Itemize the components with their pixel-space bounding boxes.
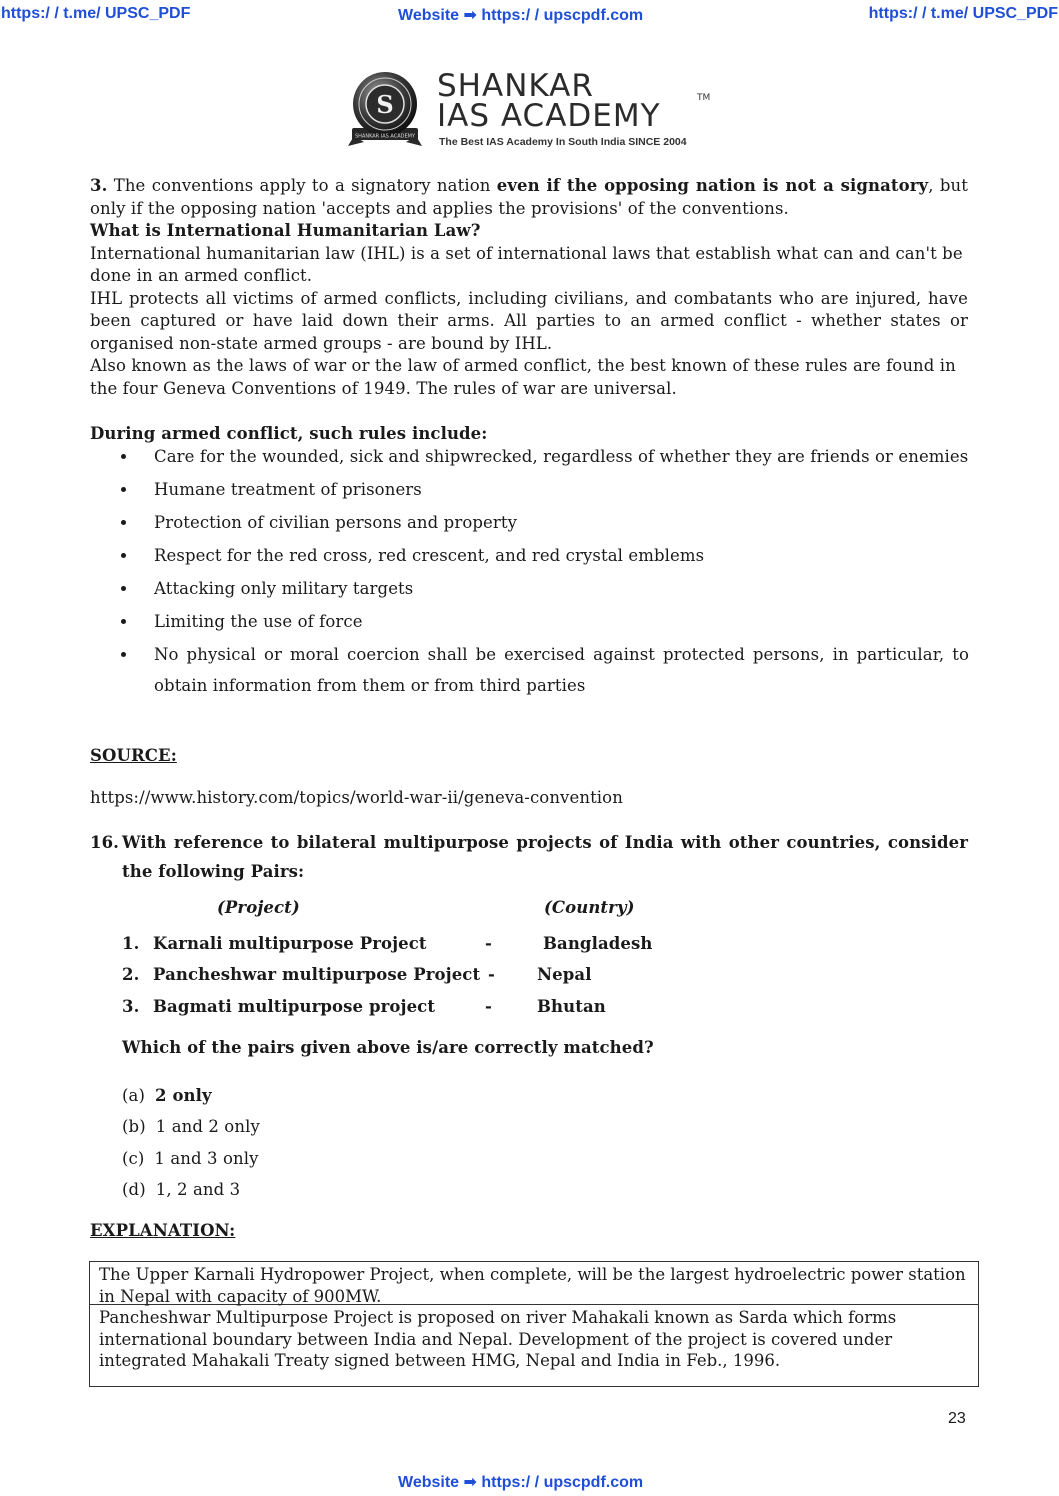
- explanation-row-1: The Upper Karnali Hydropower Project, when complete, will be the largest hydroelectric power station in Nepal with capacity of 900MW.: [90, 1262, 978, 1305]
- bullet-icon: [121, 586, 126, 591]
- footer-website-link[interactable]: Website ➡ https:/ / upscpdf.com: [398, 1474, 644, 1491]
- trademark-mark: TM: [697, 93, 711, 103]
- list-item: Care for the wounded, sick and shipwrecked, regardless of whether they are friends or enemies: [90, 441, 969, 472]
- bullet-icon: [121, 652, 126, 657]
- bullet-icon: [121, 454, 126, 459]
- option-a: [122, 1085, 212, 1108]
- source-url: https://www.history.com/topics/world-war-ii/geneva-convention: [90, 788, 623, 807]
- option-label: (d): [122, 1180, 146, 1199]
- explanation-table: [89, 1261, 979, 1387]
- bullet-icon: [121, 619, 126, 624]
- point-text-bold: even if the opposing nation is not a signatory: [496, 176, 929, 195]
- bullet-icon: [121, 553, 126, 558]
- option-b: [122, 1116, 260, 1139]
- header-website-link[interactable]: Website ➡ https:/ / upscpdf.com: [398, 7, 644, 24]
- question-text: With reference to bilateral multipurpose projects of India with other countries, consider the following Pairs:: [122, 833, 968, 881]
- explanation-row-2: Pancheshwar Multipurpose Project is proposed on river Mahakali known as Sarda which forms international boundary between India and Nepal. Development of the project is covered under integrated Mahakali Treaty signed between HMG, Nepal and India in Feb., 1996.: [99, 1308, 897, 1370]
- option-c: [122, 1148, 259, 1171]
- list-item: Humane treatment of prisoners: [90, 474, 969, 505]
- ihl-heading: What is International Humanitarian Law?: [90, 221, 481, 240]
- question-number: 16.: [90, 833, 120, 852]
- explanation-label: EXPLANATION:: [90, 1221, 236, 1240]
- list-item: Respect for the red cross, red crescent, and red crystal emblems: [90, 540, 969, 571]
- logo-title-line2: IAS ACADEMY: [437, 98, 661, 134]
- point-text-a: The conventions apply to a signatory nation: [107, 176, 497, 195]
- ihl-paragraph-3: Also known as the laws of war or the law of armed conflict, the best known of these rules are found in the four Geneva Conventions of 1949. The rules of war are universal.: [90, 356, 956, 398]
- option-text: 1 and 3 only: [154, 1149, 259, 1168]
- rules-list: [90, 441, 969, 701]
- option-label: (a): [122, 1086, 146, 1105]
- list-item: No physical or moral coercion shall be exercised against protected persons, in particular, to obtain information from them or from third parties: [90, 639, 969, 701]
- bullet-icon: [121, 487, 126, 492]
- logo-title-line1: SHANKAR: [437, 68, 594, 104]
- intro-section: [90, 175, 968, 400]
- list-item: Attacking only military targets: [90, 573, 969, 604]
- rules-heading: During armed conflict, such rules include:: [90, 424, 488, 443]
- ihl-paragraph-1: International humanitarian law (IHL) is a set of international laws that establish what can and can't be done in an armed conflict.: [90, 243, 963, 285]
- header-telegram-link-left[interactable]: https:/ / t.me/ UPSC_PDF: [1, 5, 191, 22]
- header-telegram-link-right[interactable]: https:/ / t.me/ UPSC_PDF: [868, 5, 1058, 22]
- page-number: 23: [948, 1410, 966, 1427]
- question-16: [90, 828, 968, 886]
- option-text: 1, 2 and 3: [155, 1180, 241, 1199]
- list-item: Protection of civilian persons and property: [90, 507, 969, 538]
- svg-text:S: S: [376, 90, 394, 119]
- option-label: (c): [122, 1149, 145, 1168]
- point-number: 3.: [90, 176, 108, 195]
- point-text-b: , but only if the opposing nation 'accepts and applies the provisions' of the conventions.: [90, 176, 969, 218]
- option-text: 1 and 2 only: [155, 1117, 260, 1136]
- source-label: SOURCE:: [90, 746, 177, 765]
- academy-emblem-icon: [344, 68, 426, 150]
- ihl-paragraph-2: IHL protects all victims of armed conflicts, including civilians, and combatants who are injured, have been captured or have laid down their arms. All parties to an armed conflict - whether states or organised non-state armed groups - are bound by IHL.: [90, 288, 968, 353]
- column-header-country: (Country): [544, 898, 635, 917]
- list-item: Limiting the use of force: [90, 606, 969, 637]
- bullet-icon: [121, 520, 126, 525]
- column-header-project: (Project): [217, 898, 300, 917]
- logo-tagline: The Best IAS Academy In South India SINCE 2004: [439, 136, 687, 148]
- svg-text:SHANKAR IAS ACADEMY: SHANKAR IAS ACADEMY: [354, 133, 416, 140]
- option-d: [122, 1179, 240, 1202]
- convention-point-3: [90, 175, 968, 220]
- option-label: (b): [122, 1117, 146, 1136]
- question-prompt: Which of the pairs given above is/are correctly matched?: [122, 1038, 654, 1057]
- option-text-correct: 2 only: [155, 1086, 212, 1105]
